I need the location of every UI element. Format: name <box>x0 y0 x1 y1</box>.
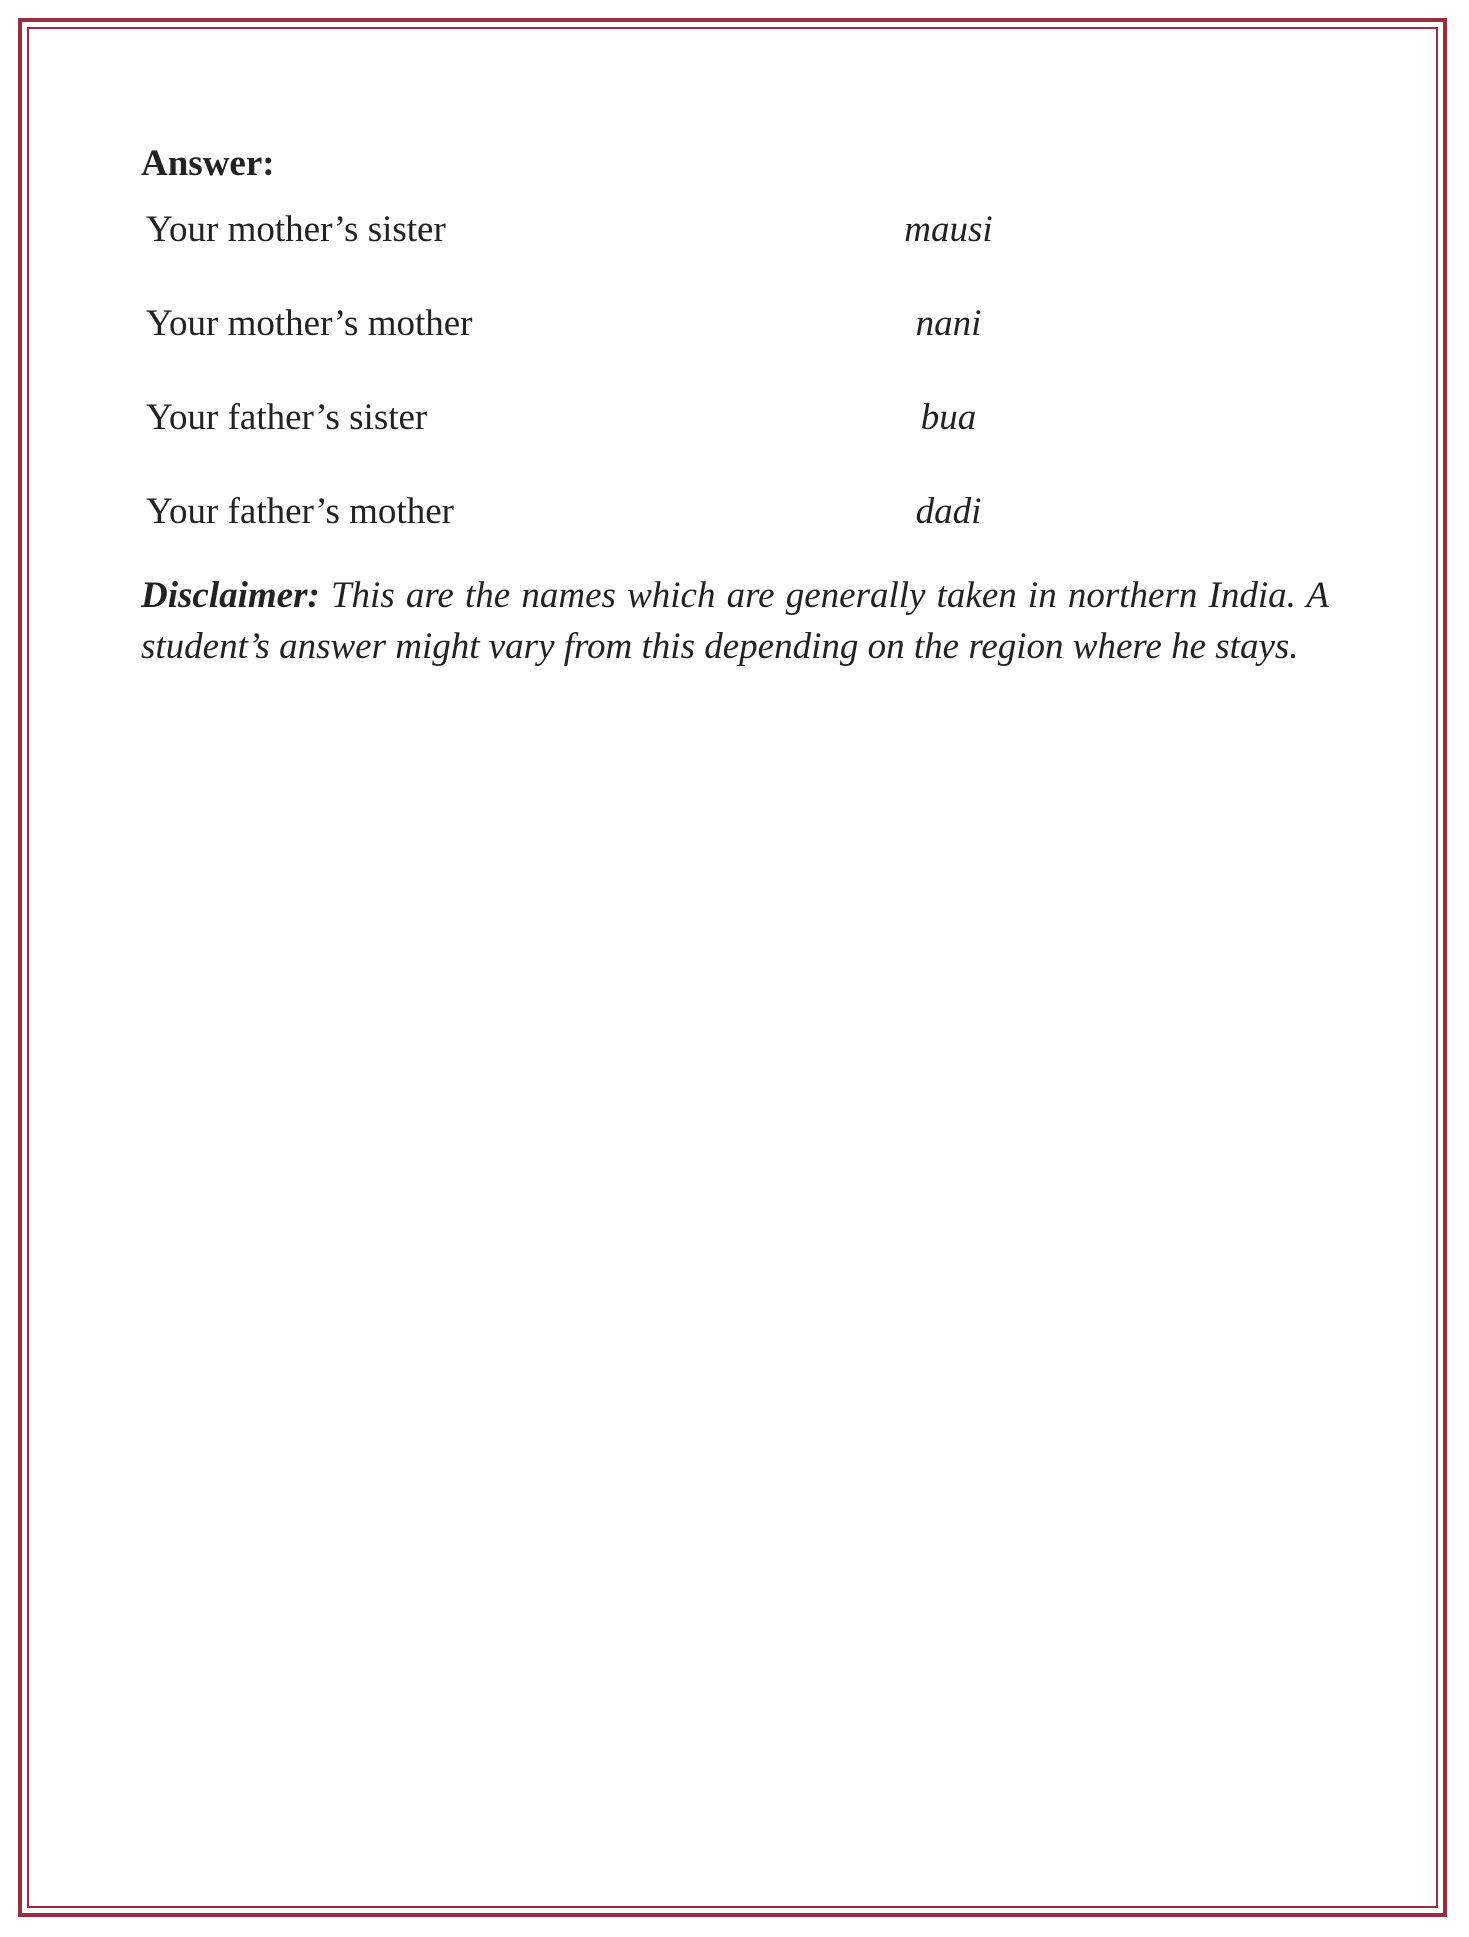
relation-term: Your father’s mother <box>146 491 454 532</box>
answer-heading: Answer: <box>141 143 275 184</box>
disclaimer-paragraph <box>141 570 1329 672</box>
answer-content <box>141 140 1329 709</box>
relation-name: nani <box>915 303 982 344</box>
disclaimer-label: Disclaimer: <box>141 575 320 616</box>
relation-name: dadi <box>915 491 982 532</box>
relation-row <box>141 394 1329 488</box>
relation-name: mausi <box>904 209 993 250</box>
relation-row <box>141 300 1329 394</box>
relation-row <box>141 206 1329 300</box>
relation-term: Your mother’s mother <box>146 303 473 344</box>
relation-name: bua <box>920 397 977 438</box>
relation-term: Your father’s sister <box>146 397 428 438</box>
relation-term: Your mother’s sister <box>146 209 446 250</box>
disclaimer-text: This are the names which are generally taken in northern India. A student’s answer might vary from this depending on the region where he stays. <box>141 575 1329 667</box>
relation-row <box>141 488 1329 570</box>
